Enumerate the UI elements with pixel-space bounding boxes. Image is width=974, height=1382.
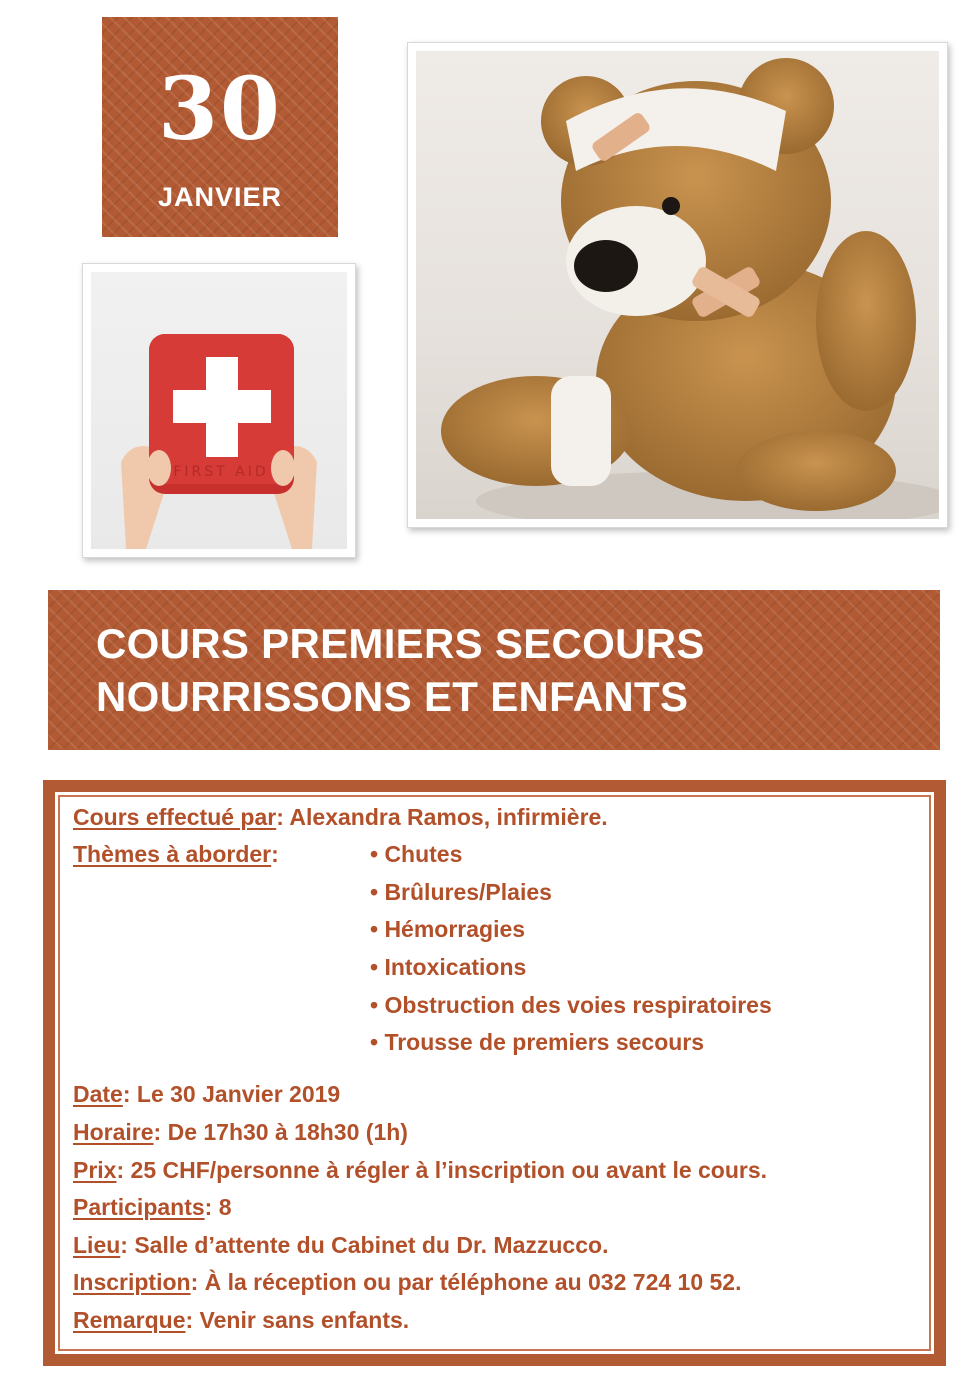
place-value: : Salle d’attente du Cabinet du Dr. Mazzucco.	[120, 1232, 609, 1258]
date-day: 30	[158, 59, 282, 160]
hours-value: : De 17h30 à 18h30 (1h)	[153, 1119, 408, 1145]
themes-label: Thèmes à aborder	[73, 841, 272, 867]
teddy-bear-photo	[407, 42, 948, 528]
first-aid-kit-photo	[82, 263, 356, 558]
row-place	[73, 1232, 608, 1260]
row-price	[73, 1157, 767, 1185]
title-line-1: COURS PREMIERS SECOURS	[96, 620, 705, 667]
bandaged-teddy-bear-photo-icon	[416, 51, 939, 519]
price-label: Prix	[73, 1157, 117, 1183]
row-participants	[73, 1194, 232, 1222]
row-date	[73, 1081, 340, 1109]
note-label: Remarque	[73, 1307, 186, 1333]
list-item: • Hémorragies	[370, 916, 526, 942]
date-block	[102, 17, 338, 237]
participants-label: Participants	[73, 1194, 205, 1220]
hours-label: Horaire	[73, 1119, 154, 1145]
date-month: JANVIER	[157, 182, 283, 212]
row-themes	[73, 841, 279, 869]
title-line-2: NOURRISSONS ET ENFANTS	[96, 673, 689, 720]
price-value: : 25 CHF/personne à régler à l’inscription ou avant le cours.	[116, 1157, 768, 1183]
list-item: • Chutes	[370, 841, 463, 867]
list-item: • Obstruction des voies respiratoires	[370, 992, 772, 1018]
instructor-value: : Alexandra Ramos, infirmière.	[276, 804, 608, 830]
row-instructor	[73, 804, 608, 832]
note-value: : Venir sans enfants.	[185, 1307, 410, 1333]
instructor-label: Cours effectué par	[73, 804, 277, 830]
list-item: • Trousse de premiers secours	[370, 1029, 705, 1055]
row-note	[73, 1307, 409, 1335]
participants-value: : 8	[204, 1194, 232, 1220]
kit-embossed-text: FIRST AID	[173, 464, 269, 480]
row-hours	[73, 1119, 408, 1147]
teddy-bear-illustration	[416, 51, 939, 519]
list-item: • Intoxications	[370, 954, 527, 980]
signup-value: : À la réception ou par téléphone au 032 724 10 52.	[190, 1269, 742, 1295]
signup-label: Inscription	[73, 1269, 191, 1295]
place-label: Lieu	[73, 1232, 121, 1258]
list-item: • Brûlures/Plaies	[370, 879, 552, 905]
first-aid-kit-photo-icon	[91, 272, 347, 549]
date-value: : Le 30 Janvier 2019	[122, 1081, 341, 1107]
themes-colon: :	[271, 841, 279, 867]
date-label: Date	[73, 1081, 123, 1107]
first-aid-kit-illustration	[91, 272, 347, 549]
row-signup	[73, 1269, 741, 1297]
title-banner	[48, 590, 940, 750]
